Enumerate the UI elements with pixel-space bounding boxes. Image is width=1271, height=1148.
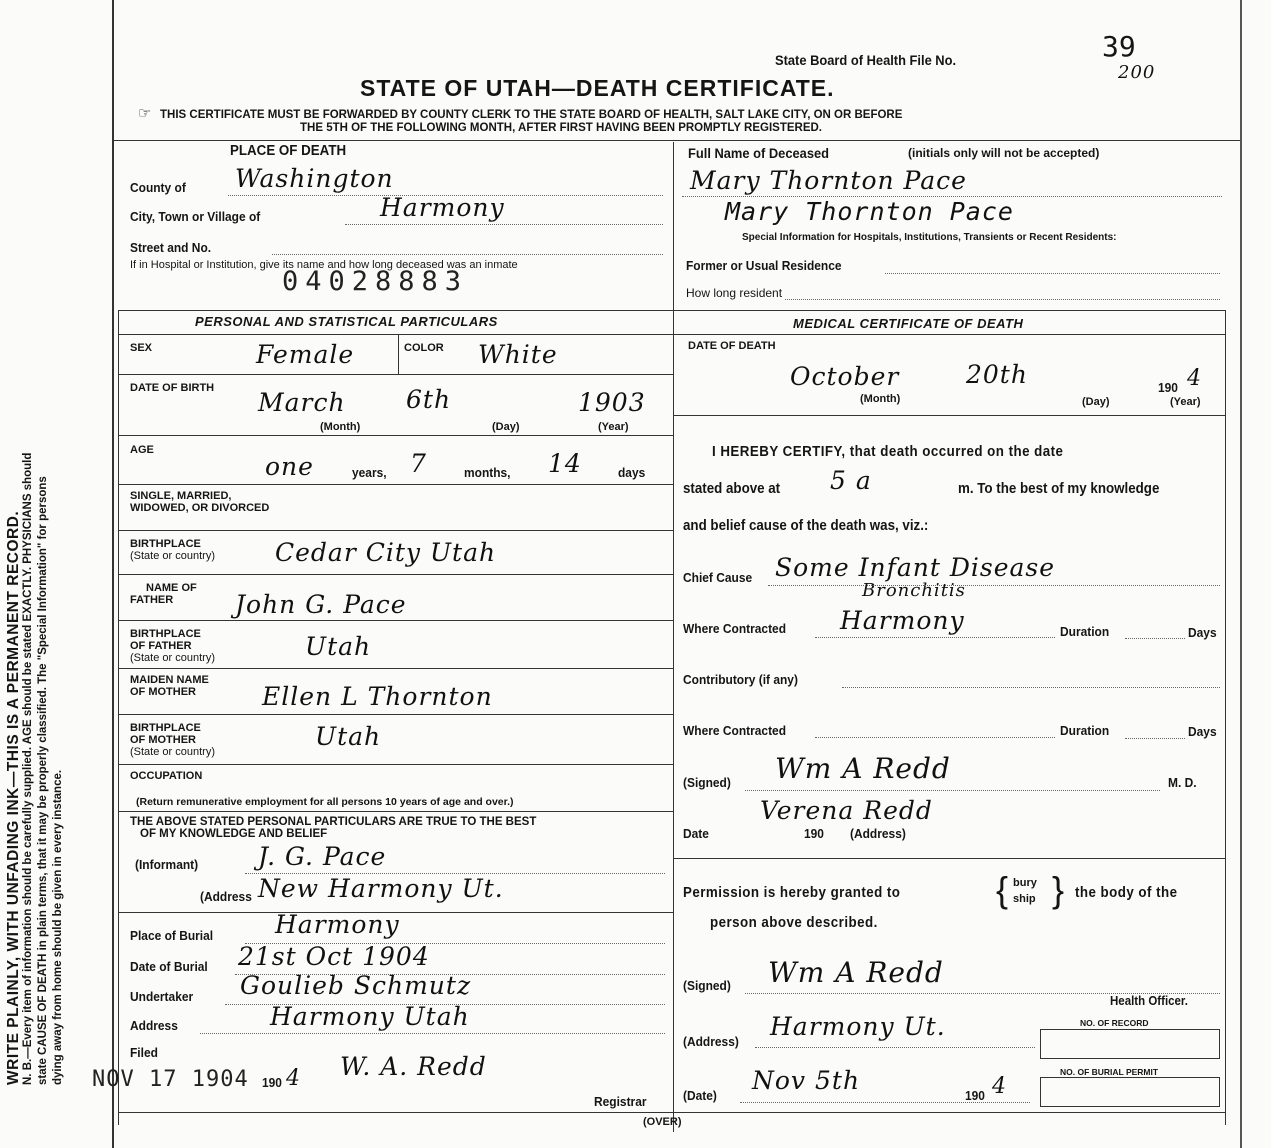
medical-heading-rule bbox=[673, 334, 1225, 335]
certify-line-2a: stated above at bbox=[683, 481, 781, 497]
place-of-death-heading: PLACE OF DEATH bbox=[230, 143, 347, 159]
left-border bbox=[112, 0, 114, 1148]
bottom-rule bbox=[118, 1112, 1225, 1113]
chief-cause-value: Some Infant Disease bbox=[775, 553, 1056, 582]
left-brace: { bbox=[996, 869, 1009, 910]
how-long-line bbox=[785, 299, 1220, 300]
occupation-note: (Return remunerative employment for all persons 10 years of age and over.) bbox=[136, 796, 514, 808]
burial-place-label: Place of Burial bbox=[130, 928, 214, 943]
where-contracted-2-line bbox=[815, 737, 1055, 738]
age-years-label: years, bbox=[352, 465, 387, 480]
dob-year: 1903 bbox=[578, 388, 646, 417]
burial-date-value: 21st Oct 1904 bbox=[238, 942, 430, 971]
death-day: 20th bbox=[966, 360, 1028, 389]
record-number-box bbox=[1040, 1029, 1220, 1059]
sex-row-rule bbox=[118, 374, 673, 375]
bp-father-label-2: OF FATHER bbox=[130, 640, 192, 652]
right-inner-border bbox=[1225, 310, 1226, 1125]
attest-line-2: OF MY KNOWLEDGE AND BELIEF bbox=[140, 828, 328, 840]
sex-label: SEX bbox=[130, 342, 153, 354]
age-months-label: months, bbox=[464, 465, 511, 480]
date-of-death-rule bbox=[673, 415, 1225, 416]
death-month: October bbox=[790, 362, 900, 391]
officer-address-label: (Address) bbox=[683, 1034, 739, 1049]
duration-2-days-label: Days bbox=[1188, 724, 1217, 739]
dob-day-caption: (Day) bbox=[492, 421, 520, 433]
file-number: 39 bbox=[1102, 30, 1136, 63]
medical-section-rule bbox=[673, 858, 1225, 859]
officer-address-value: Harmony Ut. bbox=[770, 1012, 946, 1041]
health-officer-label: Health Officer. bbox=[1110, 994, 1188, 1008]
city-line bbox=[345, 224, 663, 225]
certificate-title: STATE OF UTAH—DEATH CERTIFICATE. bbox=[360, 75, 835, 101]
father-value: John G. Pace bbox=[235, 590, 407, 619]
md-label: M. D. bbox=[1168, 775, 1197, 790]
permission-date-value: Nov 5th bbox=[752, 1066, 861, 1095]
undertaker-value: Goulieb Schmutz bbox=[240, 971, 472, 1000]
registrar-label: Registrar bbox=[594, 1094, 647, 1109]
birthplace-value: Cedar City Utah bbox=[275, 538, 497, 567]
filed-year-digit: 4 bbox=[286, 1066, 301, 1091]
occupation-label: OCCUPATION bbox=[130, 770, 203, 782]
burial-address-value: Harmony Utah bbox=[270, 1002, 470, 1031]
father-label-2: FATHER bbox=[130, 594, 174, 606]
stamp-number: 04028883 bbox=[282, 266, 469, 297]
mother-label-1: MAIDEN NAME bbox=[130, 674, 209, 686]
personal-heading-rule bbox=[118, 334, 673, 335]
informant-address-label: (Address bbox=[200, 889, 252, 904]
residence-label: Former or Usual Residence bbox=[686, 258, 842, 273]
informant-value: J. G. Pace bbox=[258, 842, 387, 871]
burial-date-label: Date of Burial bbox=[130, 959, 208, 974]
bp-father-value: Utah bbox=[305, 632, 372, 661]
personal-heading: PERSONAL AND STATISTICAL PARTICULARS bbox=[195, 314, 498, 329]
birthplace-state-caption: (State or country) bbox=[130, 550, 215, 562]
dob-day: 6th bbox=[406, 385, 452, 414]
contributory-label: Contributory (if any) bbox=[683, 672, 798, 687]
street-line bbox=[272, 254, 663, 255]
residence-line bbox=[885, 273, 1220, 274]
permission-date-year-digit: 4 bbox=[992, 1074, 1007, 1099]
bp-father-state-caption: (State or country) bbox=[130, 652, 215, 664]
age-days-value: 14 bbox=[548, 449, 582, 478]
age-label: AGE bbox=[130, 444, 154, 456]
physician-signed-label: (Signed) bbox=[683, 775, 731, 790]
time-of-death: 5 a bbox=[830, 466, 872, 495]
contributory-line bbox=[842, 687, 1220, 688]
mother-row-rule bbox=[118, 714, 673, 715]
right-brace: } bbox=[1052, 869, 1065, 910]
color-value: White bbox=[478, 340, 558, 369]
notice-line-2: THE 5TH OF THE FOLLOWING MONTH, AFTER FIRST HAVING BEEN PROMPTLY REGISTERED. bbox=[300, 122, 822, 134]
physician-signature: Wm A Redd bbox=[775, 752, 951, 785]
ship-option: ship bbox=[1013, 893, 1036, 905]
header-rule bbox=[112, 140, 1240, 141]
permission-text-1: Permission is hereby granted to bbox=[683, 885, 901, 901]
duration-2-line bbox=[1125, 738, 1185, 739]
deceased-name-label: Full Name of Deceased bbox=[688, 145, 830, 161]
sidebar-instructions bbox=[6, 55, 66, 1085]
death-year-prefix: 190 bbox=[1158, 380, 1178, 395]
registrar-signature: W. A. Redd bbox=[340, 1052, 487, 1081]
dob-year-caption: (Year) bbox=[598, 421, 629, 433]
birthplace-label: BIRTHPLACE bbox=[130, 538, 201, 550]
physician-signed-line bbox=[745, 790, 1160, 791]
death-year-digit: 4 bbox=[1187, 366, 1202, 391]
filed-year-prefix: 190 bbox=[262, 1075, 282, 1090]
bury-option: bury bbox=[1013, 877, 1037, 889]
death-day-caption: (Day) bbox=[1082, 396, 1110, 408]
right-border bbox=[1240, 0, 1242, 1148]
city-value: Harmony bbox=[380, 193, 505, 222]
color-label: COLOR bbox=[404, 342, 444, 354]
file-number-handwritten: 200 bbox=[1118, 62, 1156, 83]
street-label: Street and No. bbox=[130, 240, 212, 255]
county-label: County of bbox=[130, 180, 186, 195]
age-days-label: days bbox=[618, 465, 646, 480]
column-divider bbox=[673, 142, 674, 1132]
chief-cause-value-2: Bronchitis bbox=[862, 580, 966, 601]
bp-father-row-rule bbox=[118, 668, 673, 669]
county-value: Washington bbox=[235, 164, 394, 193]
file-number-label: State Board of Health File No. bbox=[775, 52, 957, 68]
attest-line-1: THE ABOVE STATED PERSONAL PARTICULARS ARE TRUE TO THE BEST bbox=[130, 816, 537, 828]
marital-label-1: SINGLE, MARRIED, bbox=[130, 490, 232, 502]
informant-address-value: New Harmony Ut. bbox=[258, 874, 504, 903]
left-inner-border bbox=[118, 310, 119, 1125]
informant-label: (Informant) bbox=[135, 857, 199, 872]
physician-address-value: Verena Redd bbox=[760, 796, 933, 825]
sex-color-divider bbox=[398, 334, 399, 374]
chief-cause-label: Chief Cause bbox=[683, 570, 753, 585]
age-years-value: one bbox=[265, 452, 314, 481]
officer-address-line bbox=[755, 1047, 1035, 1048]
hospital-label: If in Hospital or Institution, give its name and how long deceased was an inmate bbox=[130, 259, 518, 271]
where-contracted-value: Harmony bbox=[840, 606, 965, 635]
where-contracted-label: Where Contracted bbox=[683, 621, 787, 636]
officer-signed-label: (Signed) bbox=[683, 978, 731, 993]
sidebar-line-4: dying away from home should be given in every instance. bbox=[52, 769, 64, 1085]
permission-date-label: (Date) bbox=[683, 1088, 717, 1103]
marital-row-rule bbox=[118, 530, 673, 531]
birthplace-row-rule bbox=[118, 574, 673, 575]
father-row-rule bbox=[118, 620, 673, 621]
certify-line-1: I HEREBY CERTIFY, that death occurred on the date bbox=[712, 444, 1064, 460]
undertaker-label: Undertaker bbox=[130, 989, 194, 1004]
permission-text-2: the body of the bbox=[1075, 885, 1178, 901]
burial-permit-box bbox=[1040, 1077, 1220, 1107]
notice-line-1: THIS CERTIFICATE MUST BE FORWARDED BY COUNTY CLERK TO THE STATE BOARD OF HEALTH, SALT LAKE CITY, ON OR BEFORE bbox=[160, 109, 903, 121]
duration-line bbox=[1125, 638, 1185, 639]
record-number-label: NO. OF RECORD bbox=[1080, 1018, 1149, 1028]
bp-mother-label-2: OF MOTHER bbox=[130, 734, 196, 746]
officer-signature: Wm A Redd bbox=[768, 956, 944, 989]
death-month-caption: (Month) bbox=[860, 393, 901, 405]
where-contracted-2-label: Where Contracted bbox=[683, 723, 787, 738]
burial-address-label: Address bbox=[130, 1018, 178, 1033]
duration-label: Duration bbox=[1060, 624, 1110, 639]
pointing-hand-icon: ☞ bbox=[138, 105, 152, 122]
how-long-label: How long resident bbox=[686, 286, 783, 300]
date-of-death-label: DATE OF DEATH bbox=[688, 340, 776, 352]
duration-days-label: Days bbox=[1188, 625, 1217, 640]
permission-date-line bbox=[740, 1102, 1030, 1103]
medical-heading: MEDICAL CERTIFICATE OF DEATH bbox=[793, 316, 1024, 331]
father-label-1: NAME OF bbox=[146, 582, 197, 594]
left-section-rule bbox=[118, 310, 673, 311]
bp-mother-label-1: BIRTHPLACE bbox=[130, 722, 201, 734]
age-months-value: 7 bbox=[410, 449, 427, 478]
physician-address-label: (Address) bbox=[850, 826, 906, 841]
bp-mother-state-caption: (State or country) bbox=[130, 746, 215, 758]
special-info-label: Special Information for Hospitals, Institutions, Transients or Recent Residents: bbox=[742, 232, 1117, 243]
deceased-name-typed: Mary Thornton Pace bbox=[725, 197, 1014, 226]
burial-place-value: Harmony bbox=[275, 910, 400, 939]
dob-row-rule bbox=[118, 435, 673, 436]
dob-month: March bbox=[258, 388, 346, 417]
permission-text-3: person above described. bbox=[710, 915, 878, 931]
mother-label-2: OF MOTHER bbox=[130, 686, 196, 698]
certify-line-3: and belief cause of the death was, viz.: bbox=[683, 518, 929, 534]
bp-mother-value: Utah bbox=[315, 722, 382, 751]
certificate-date-label: Date bbox=[683, 826, 709, 841]
bp-father-label-1: BIRTHPLACE bbox=[130, 628, 201, 640]
dob-label: DATE OF BIRTH bbox=[130, 382, 215, 394]
sex-value: Female bbox=[256, 340, 355, 369]
permission-date-190: 190 bbox=[965, 1088, 985, 1103]
over-label: (OVER) bbox=[643, 1116, 682, 1128]
occupation-row-rule bbox=[118, 811, 673, 812]
deceased-name-note: (initials only will not be accepted) bbox=[908, 146, 1100, 160]
right-section-rule bbox=[673, 310, 1225, 311]
burial-permit-label: NO. OF BURIAL PERMIT bbox=[1060, 1067, 1159, 1077]
burial-address-line bbox=[200, 1033, 665, 1034]
bp-mother-row-rule bbox=[118, 764, 673, 765]
dob-month-caption: (Month) bbox=[320, 421, 361, 433]
sidebar-line-2: N. B.—Every item of information should be carefully supplied. AGE should be stated EXACTLY. PHYSICIANS should bbox=[22, 452, 34, 1085]
filed-label: Filed bbox=[130, 1045, 158, 1060]
sidebar-line-1: WRITE PLAINLY, WITH UNFADING INK—THIS IS A PERMANENT RECORD. bbox=[5, 510, 22, 1085]
sidebar-line-3: state CAUSE OF DEATH in plain terms, that it may be properly classified. The "Special Information" for persons bbox=[37, 476, 49, 1085]
marital-label-2: WIDOWED, OR DIVORCED bbox=[130, 502, 270, 514]
city-label: City, Town or Village of bbox=[130, 209, 261, 224]
certify-line-2b: m. To the best of my knowledge bbox=[958, 481, 1160, 497]
deceased-name-handwritten: Mary Thornton Pace bbox=[690, 166, 967, 195]
chief-cause-line bbox=[768, 585, 1220, 586]
certificate-date-190: 190 bbox=[804, 826, 824, 841]
death-year-caption: (Year) bbox=[1170, 396, 1201, 408]
where-contracted-line bbox=[815, 637, 1055, 638]
mother-value: Ellen L Thornton bbox=[262, 682, 493, 711]
filed-date-stamp: NOV 17 1904 bbox=[92, 1067, 249, 1092]
age-row-rule bbox=[118, 484, 673, 485]
duration-2-label: Duration bbox=[1060, 723, 1110, 738]
